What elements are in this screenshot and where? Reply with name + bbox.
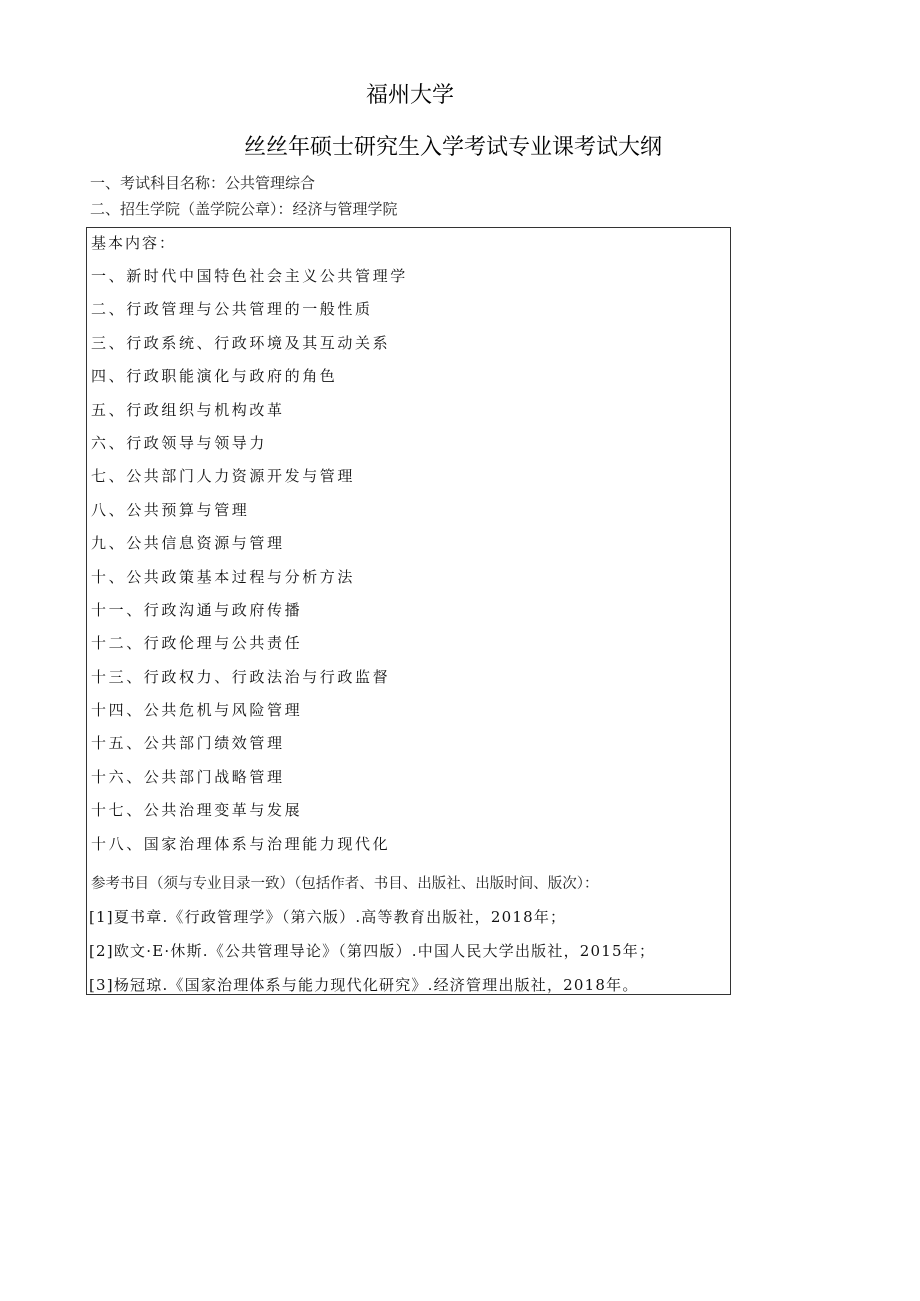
topic-item: 十五、公共部门绩效管理 [91,734,285,753]
reference-item: [2]欧文·E·休斯.《公共管理导论》（第四版）.中国人民大学出版社，2015年； [89,942,656,960]
topic-item: 六、行政领导与领导力 [91,433,268,452]
topic-item: 十六、公共部门战略管理 [91,767,285,786]
topic-item: 十八、国家治理体系与治理能力现代化 [91,834,391,853]
reference-item: [1]夏书章.《行政管理学》（第六版）.高等教育出版社，2018年； [89,908,567,926]
topic-item: 四、行政职能演化与政府的角色 [91,367,338,386]
topic-item: 十、公共政策基本过程与分析方法 [91,567,356,586]
topic-item: 七、公共部门人力资源开发与管理 [91,467,356,486]
topic-item: 十四、公共危机与风险管理 [91,701,303,720]
references-label: 参考书目（须与专业目录一致）（包括作者、书目、出版社、出版时间、版次）： [91,876,599,892]
page-subtitle: 丝丝年硕士研究生入学考试专业课考试大纲 [243,135,662,160]
reference-item: [3]杨冠琼.《国家治理体系与能力现代化研究》.经济管理出版社，2018年。 [89,976,639,994]
topic-item: 十七、公共治理变革与发展 [91,801,303,820]
topic-item: 五、行政组织与机构改革 [91,400,285,419]
topic-item: 十三、行政权力、行政法治与行政监督 [91,667,391,686]
exam-subject-line: 一、考试科目名称：公共管理综合 [90,174,316,192]
basic-content-heading: 基本内容： [91,234,177,252]
topic-item: 二、行政管理与公共管理的一般性质 [91,300,373,319]
reference-list [89,907,655,1009]
topic-list [91,266,408,867]
admission-college-line: 二、招生学院（盖学院公章）：经济与管理学院 [90,200,398,218]
topic-item: 八、公共预算与管理 [91,500,250,519]
topic-item: 十一、行政沟通与政府传播 [91,600,303,619]
content-table [86,227,731,995]
topic-item: 九、公共信息资源与管理 [91,534,285,553]
topic-item: 一、新时代中国特色社会主义公共管理学 [91,267,408,285]
page-title: 福州大学 [365,83,454,108]
topic-item: 三、行政系统、行政环境及其互动关系 [91,333,391,352]
topic-item: 十二、行政伦理与公共责任 [91,634,303,653]
